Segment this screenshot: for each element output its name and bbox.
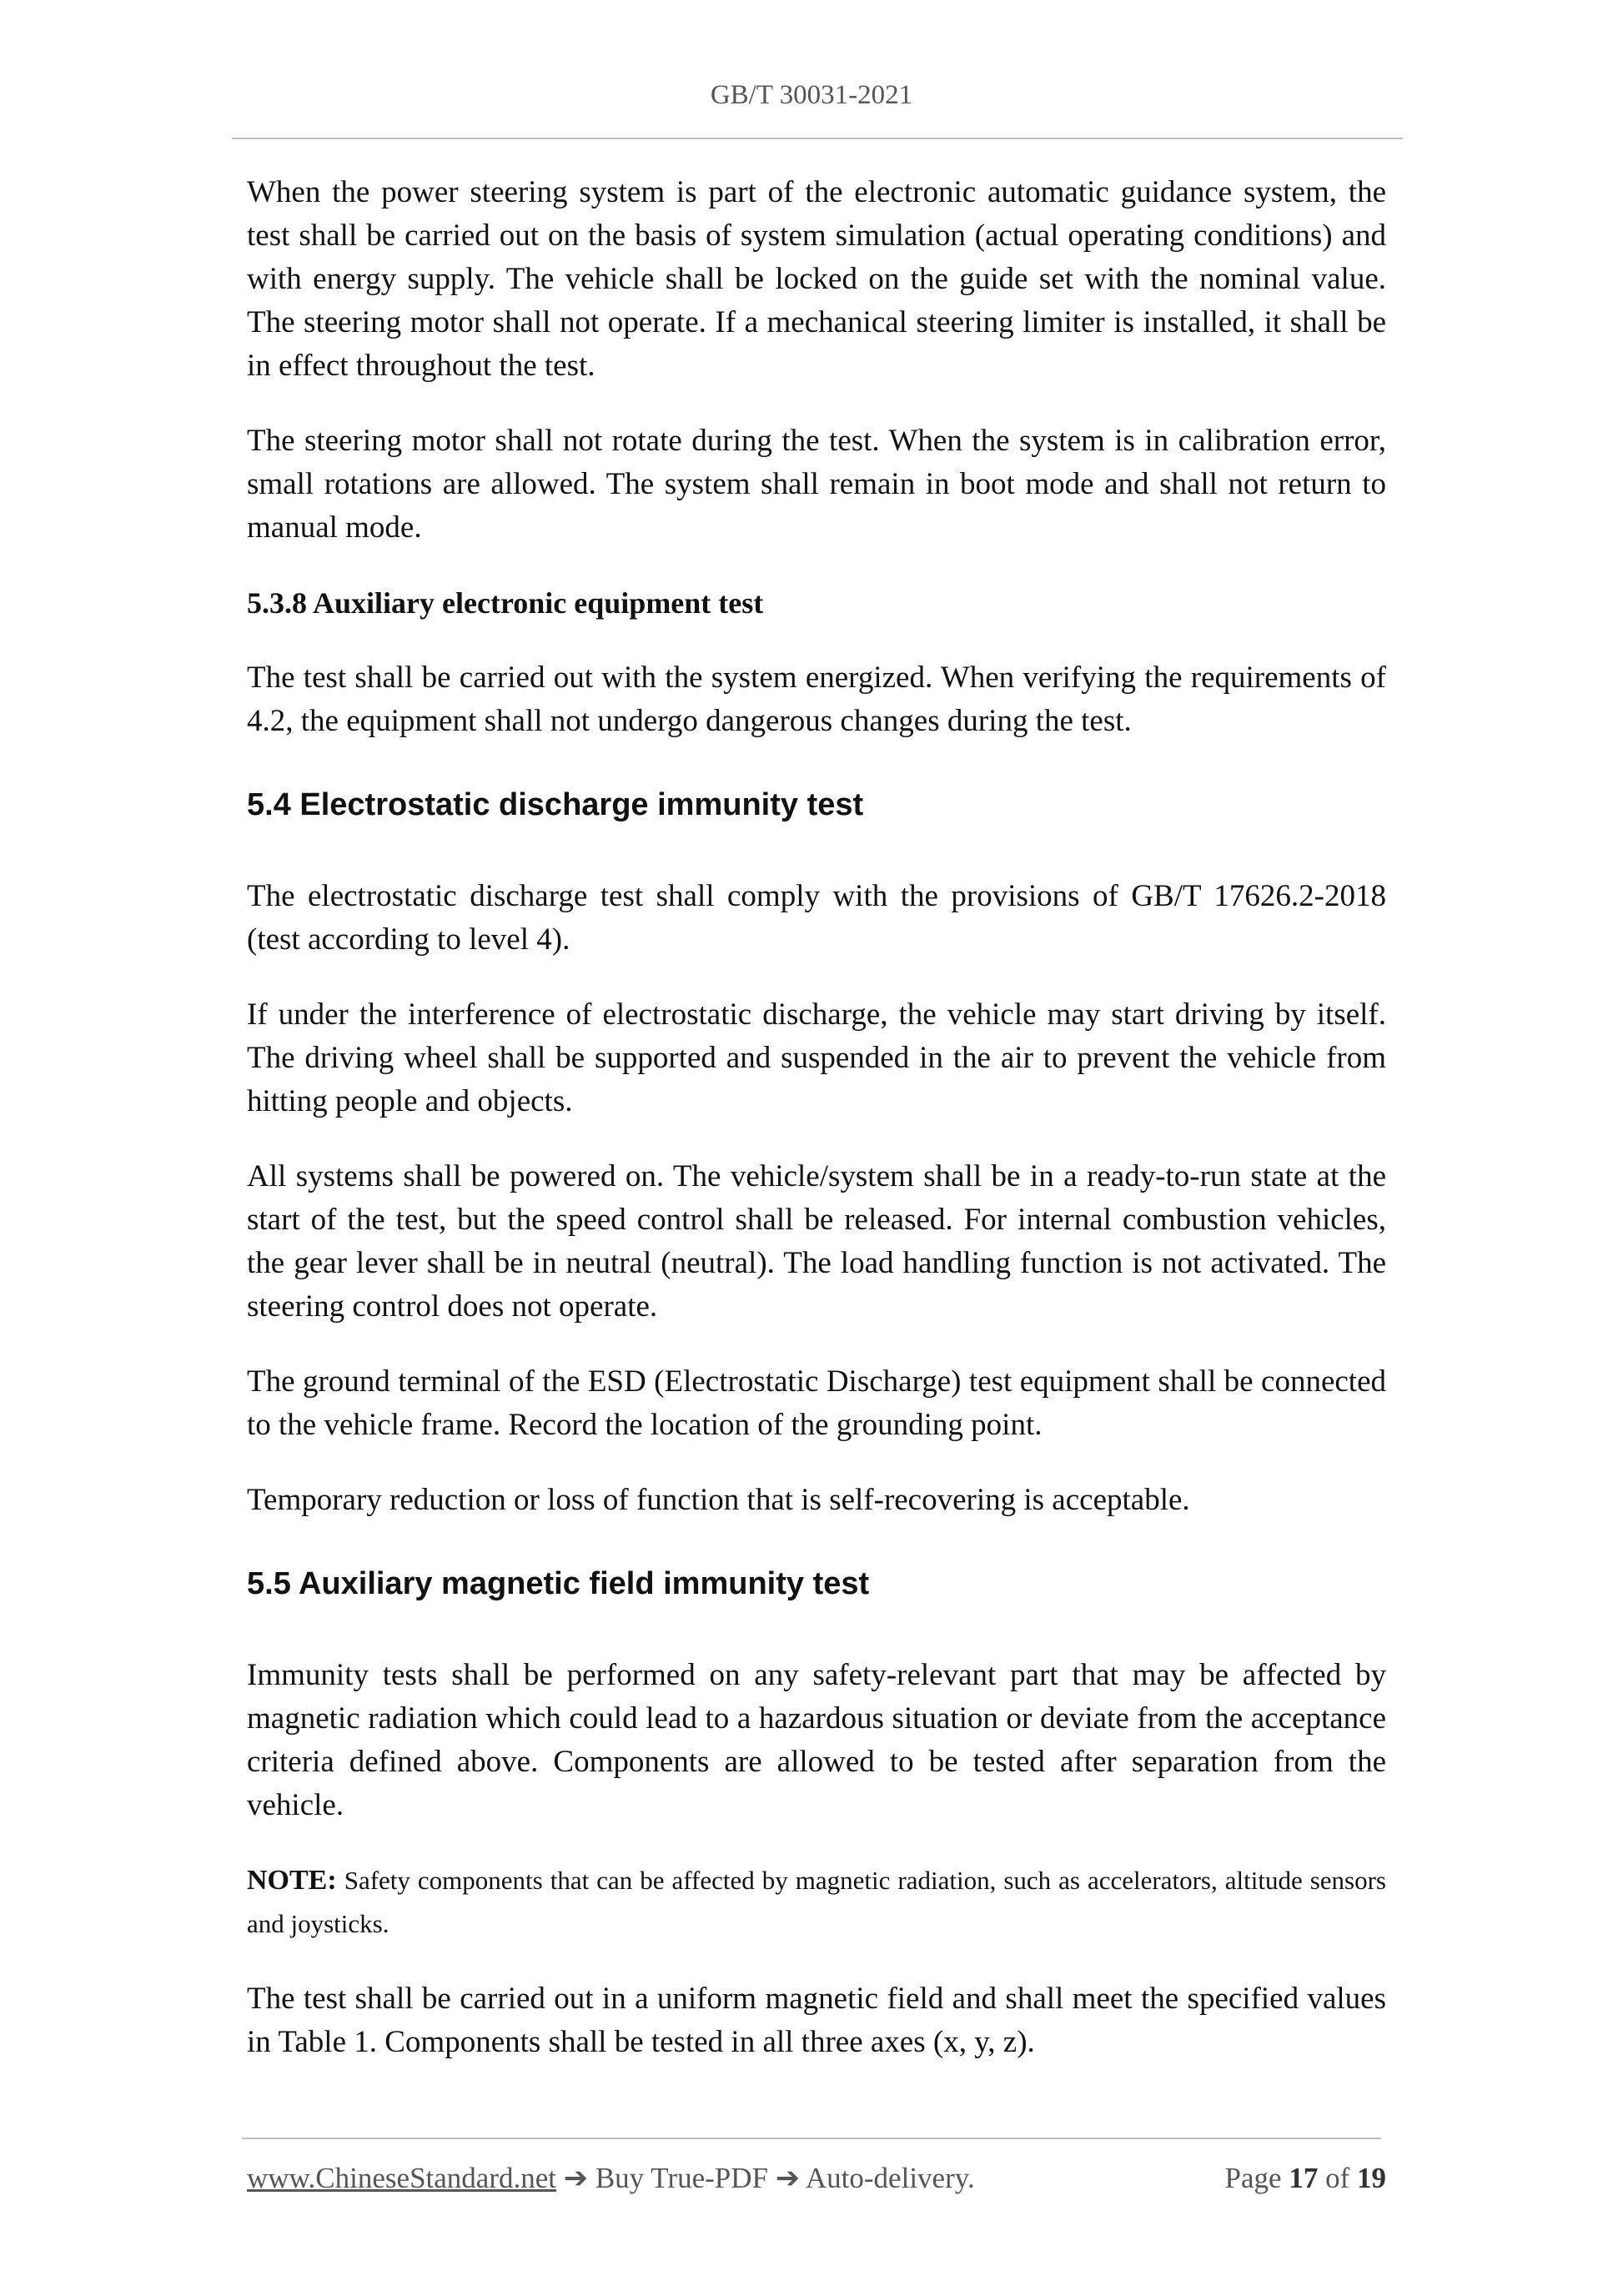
paragraph-ground-terminal: The ground terminal of the ESD (Electrostatic Discharge) test equipment shall be connected to the vehicle frame. Record the location of the grounding point. <box>247 1364 1386 1442</box>
footer-divider <box>242 2138 1381 2139</box>
note-block <box>247 1859 1386 1946</box>
paragraph-auxiliary-test: The test shall be carried out with the system energized. When verifying the requirements of 4.2, the equipment shall not undergo dangerous changes during the test. <box>247 661 1386 738</box>
section-heading-5-5: 5.5 Auxiliary magnetic field immunity test <box>247 1566 870 1601</box>
arrow-right-icon: ➔ <box>563 2162 589 2194</box>
note-text: Safety components that can be affected by magnetic radiation, such as accelerators, altitude sensors and joysticks. <box>247 1866 1387 1938</box>
page-label: Page <box>1224 2162 1282 2194</box>
paragraph-steering-motor: The steering motor shall not rotate during the test. When the system is in calibration error, small rotations are allowed. The system shall remain in boot mode and shall not return to manual mode. <box>247 424 1386 545</box>
site-link[interactable]: www.ChineseStandard.net <box>247 2162 556 2194</box>
page-number <box>1225 2160 1386 2197</box>
current-page-number: 17 <box>1289 2162 1319 2194</box>
paragraph-power-steering: When the power steering system is part of the electronic automatic guidance system, the test shall be carried out on the basis of system simulation (actual operating conditions) and with energy supply. The vehicle shall be locked on the guide set with the nominal value. The steering motor shall not operate. If a mechanical steering limiter is installed, it shall be in effect throughout the test. <box>247 175 1386 383</box>
standard-code: GB/T 30031-2021 <box>710 80 913 110</box>
auto-delivery-text: Auto-delivery. <box>805 2162 975 2194</box>
paragraph-temporary-reduction: Temporary reduction or loss of function that is self-recovering is acceptable. <box>247 1483 1190 1517</box>
buy-true-pdf-text: Buy True-PDF <box>595 2162 768 2194</box>
document-body <box>247 171 1386 2096</box>
paragraph-immunity-tests: Immunity tests shall be performed on any safety-relevant part that may be affected by magnetic radiation which could lead to a hazardous situation or deviate from the acceptance criteria defined above. Components are allowed to be tested after separation from the vehicle. <box>247 1658 1386 1822</box>
paragraph-esd-interference: If under the interference of electrostatic discharge, the vehicle may start driving by itself. The driving wheel shall be supported and suspended in the air to prevent the vehicle from hitting people and objects. <box>247 997 1386 1118</box>
total-page-number: 19 <box>1357 2162 1386 2194</box>
header-divider <box>232 138 1403 139</box>
subsection-heading-5-3-8: 5.3.8 Auxiliary electronic equipment test <box>247 586 764 620</box>
paragraph-esd-compliance: The electrostatic discharge test shall comply with the provisions of GB/T 17626.2-2018 (test according to level 4). <box>247 879 1386 957</box>
page-of-label: of <box>1325 2162 1350 2194</box>
paragraph-uniform-field: The test shall be carried out in a uniform magnetic field and shall meet the specified values in Table 1. Components shall be tested in all three axes (x, y, z). <box>247 1982 1386 2059</box>
footer-promo <box>247 2160 975 2197</box>
paragraph-systems-powered: All systems shall be powered on. The vehicle/system shall be in a ready-to-run state at the start of the test, but the speed control shall be released. For internal combustion vehicles, the gear lever shall be in neutral (neutral). The load handling function is not activated. The steering control does not operate. <box>247 1159 1386 1324</box>
note-label: NOTE: <box>247 1865 337 1896</box>
section-heading-5-4: 5.4 Electrostatic discharge immunity test <box>247 787 864 822</box>
page-header <box>0 80 1623 111</box>
arrow-right-icon: ➔ <box>775 2162 801 2194</box>
